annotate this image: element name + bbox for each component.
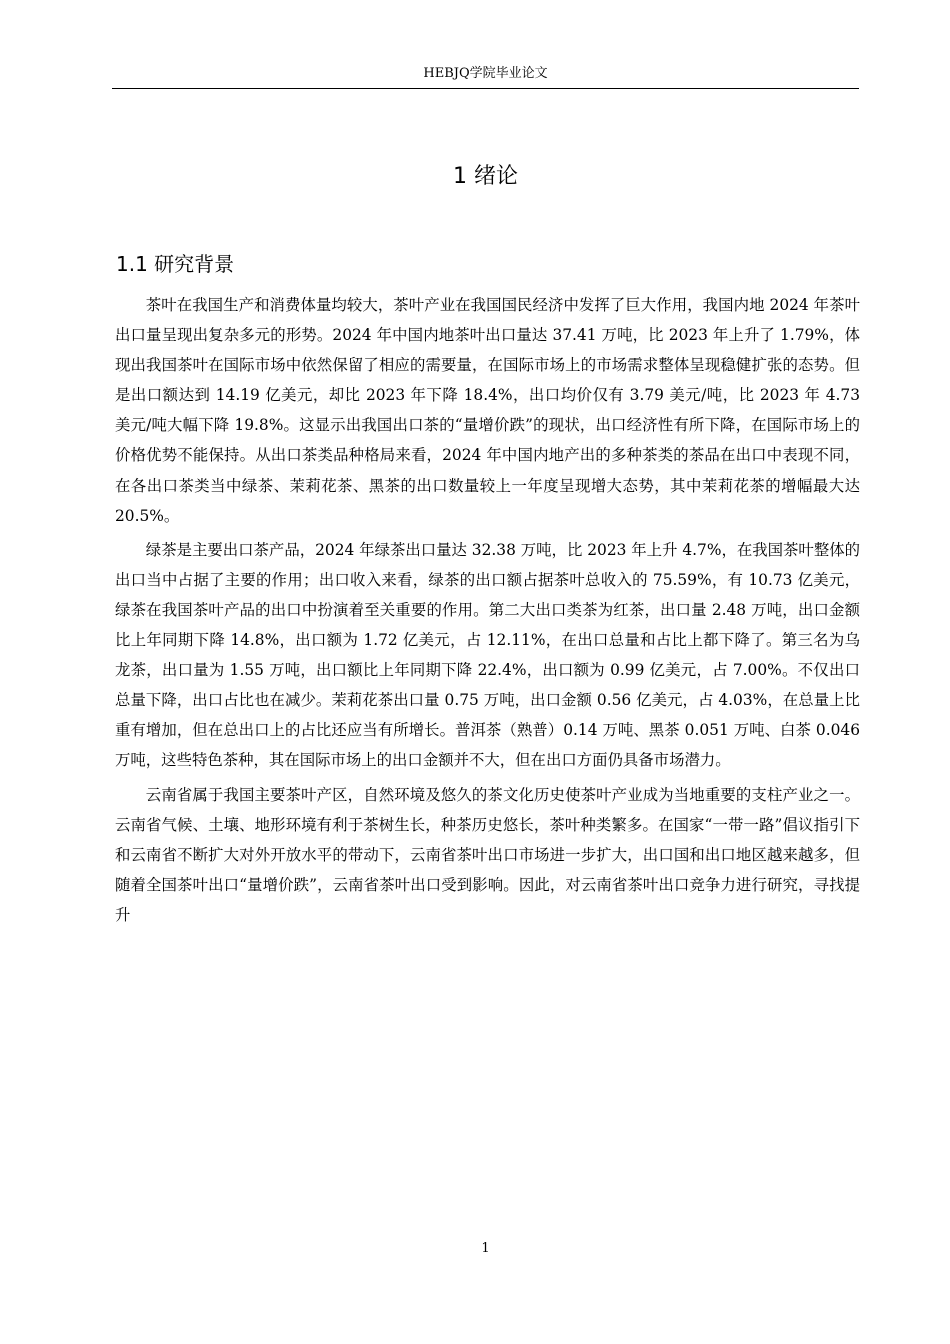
header-rule bbox=[112, 88, 859, 89]
section-title: 1.1 研究背景 bbox=[116, 252, 235, 276]
chapter-title: 1 绪论 bbox=[453, 164, 518, 189]
paragraph: 云南省属于我国主要茶叶产区，自然环境及悠久的茶文化历史使茶叶产业成为当地重要的支柱产业之一。云南省气候、土壤、地形环境有利于茶树生长，种茶历史悠长，茶叶种类繁多。在国家“一带一路”倡议指引下和云南省不断扩大对外开放水平的带动下，云南省茶叶出口市场进一步扩大，出口国和出口地区越来越多，但随着全国茶叶出口“量增价跌”，云南省茶叶出口受到影响。因此，对云南省茶叶出口竞争力进行研究，寻找提升 bbox=[115, 785, 860, 924]
paragraph: 茶叶在我国生产和消费体量均较大，茶叶产业在我国国民经济中发挥了巨大作用，我国内地 2024 年茶叶出口量呈现出复杂多元的形势。2024 年中国内地茶叶出口量达 37.41 万吨，比 2023 年上升了 1.79%，体现出我国茶叶在国际市场中依然保留了相应的需要量，在国际市场上的市场需求整体呈现稳健扩张的态势。但是出口额达到 14.19 亿美元，却比 2023 年下降 18.4%，出口均价仅有 3.79 美元/吨，比 2023 年 4.73 美元/吨大幅下降 19.8%。这显示出我国出口茶的“量增价跌”的现状，出口经济性有所下降，在国际市场上的价格优势不能保持。从出口茶类品种格局来看，2024 年中国内地产出的多种茶类的茶品在出口中表现不同，在各出口茶类当中绿茶、茉莉花茶、黑茶的出口数量较上一年度呈现增大态势，其中茉莉花茶的增幅最大达 20.5%。 bbox=[115, 296, 860, 525]
body-text bbox=[115, 290, 860, 934]
paragraph: 绿茶是主要出口茶产品，2024 年绿茶出口量达 32.38 万吨，比 2023 年上升 4.7%，在我国茶叶整体的出口当中占据了主要的作用；出口收入来看，绿茶的出口额占据茶叶总收入的 75.59%，有 10.73 亿美元，绿茶在我国茶叶产品的出口中扮演着至关重要的作用。第二大出口类茶为红茶，出口量 2.48 万吨，出口金额比上年同期下降 14.8%，出口额为 1.72 亿美元，占 12.11%，在出口总量和占比上都下降了。第三名为乌龙茶，出口量为 1.55 万吨，出口额比上年同期下降 22.4%，出口额为 0.99 亿美元，占 7.00%。不仅出口总量下降，出口占比也在减少。茉莉花茶出口量 0.75 万吨，出口金额 0.56 亿美元，占 4.03%，在总量上比重有增加，但在总出口上的占比还应当有所增长。普洱茶（熟普）0.14 万吨、黑茶 0.051 万吨、白茶 0.046 万吨，这些特色茶种，其在国际市场上的出口金额并不大，但在出口方面仍具备市场潜力。 bbox=[115, 540, 860, 770]
running-header: HEBJQ学院毕业论文 bbox=[423, 66, 548, 81]
page-number: 1 bbox=[481, 1241, 490, 1256]
